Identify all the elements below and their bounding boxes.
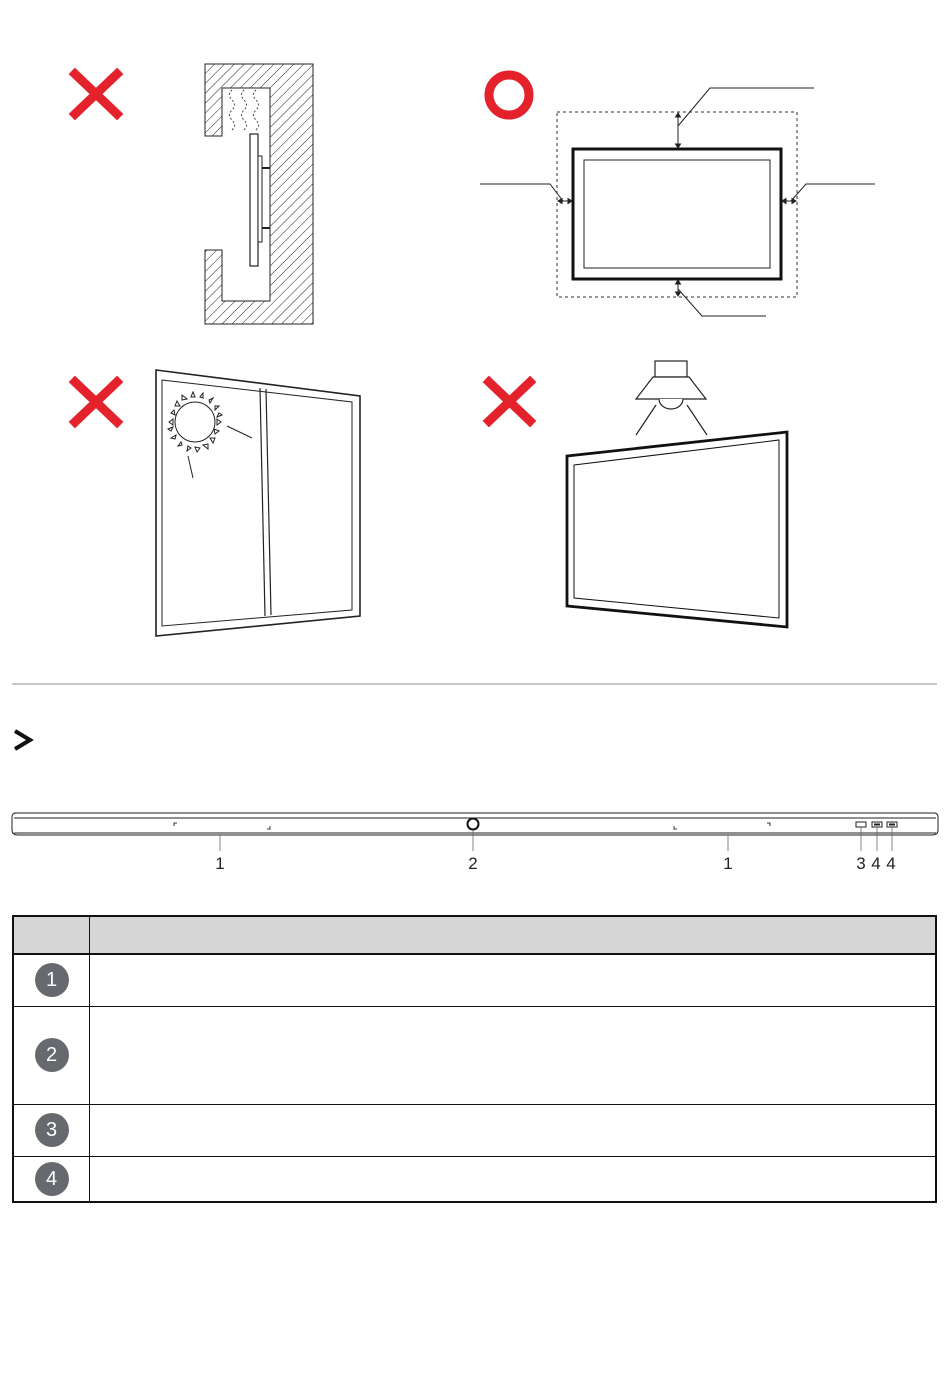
callout-label: 2 [468, 854, 478, 873]
callout-label: 1 [215, 854, 225, 873]
window-frame [156, 370, 360, 636]
display-front [573, 149, 781, 279]
row-description [90, 954, 937, 1006]
table-row [13, 1156, 936, 1202]
header-number [13, 916, 90, 954]
table-row [13, 954, 936, 1006]
cross-icon [75, 382, 117, 422]
speaker-grille-right [674, 823, 770, 829]
heat-wall-diagram [60, 60, 330, 330]
callout-leaders [220, 827, 892, 851]
callout-label: 1 [723, 854, 733, 873]
table-row [13, 1104, 936, 1156]
header-description [90, 916, 937, 954]
clearance-diagram [470, 60, 890, 330]
row-description [90, 1104, 937, 1156]
table-header-row [13, 916, 936, 954]
circle-ok-icon [489, 75, 529, 115]
sunlight-window-diagram [60, 360, 370, 640]
sensor-icon [856, 822, 866, 827]
row-description [90, 1156, 937, 1202]
number-badge: 1 [35, 963, 69, 997]
table-row [13, 1006, 936, 1104]
row-description [90, 1006, 937, 1104]
number-badge: 3 [35, 1113, 69, 1147]
ceiling-light-diagram [470, 355, 800, 645]
callout-label: 4 [886, 854, 896, 873]
speaker-grille-left [174, 823, 270, 829]
section-divider [12, 683, 937, 685]
cross-icon [489, 382, 530, 421]
ceiling-lamp-icon [636, 361, 707, 435]
heat-waves-icon [230, 90, 259, 130]
tilted-display [567, 432, 787, 627]
usb-port-icon [872, 822, 897, 827]
callout-label: 3 [856, 854, 866, 873]
sun-icon [168, 392, 222, 452]
number-badge: 2 [35, 1038, 69, 1072]
parts-table [12, 915, 937, 1203]
cross-icon [75, 74, 117, 114]
number-badge: 4 [35, 1162, 69, 1196]
callout-label: 4 [871, 854, 881, 873]
chevron-right-icon [12, 728, 36, 752]
wall-mounted-display [250, 134, 270, 266]
camera-icon [468, 819, 479, 830]
front-view-diagram [0, 805, 950, 880]
panel-front-edge [12, 813, 938, 835]
